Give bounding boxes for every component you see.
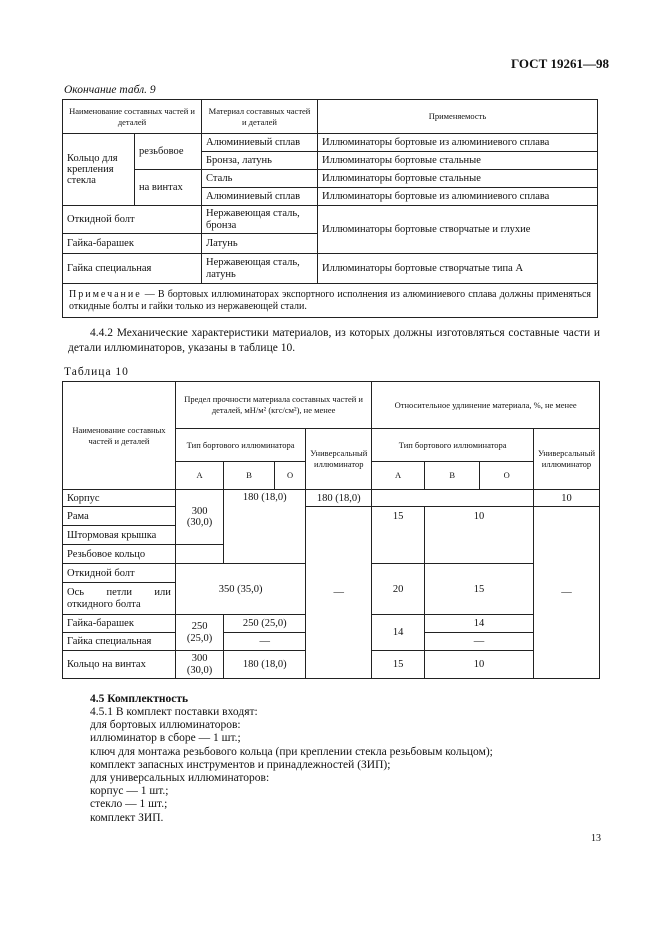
list-item: 4.5.1 В комплект поставки входят:: [90, 706, 258, 718]
t10-row-label: Рама: [63, 507, 176, 526]
equipment-list: [90, 706, 493, 825]
table-cell: 10: [533, 490, 599, 507]
t10-row-label: Резьбовое кольцо: [63, 545, 176, 564]
t9-note: [63, 284, 598, 318]
t9-bolt-name: Откидной болт: [63, 206, 202, 234]
t10-row-label: Кольцо на винтах: [63, 651, 176, 679]
type-o: О: [274, 462, 305, 490]
t10-header-elongation: Относительное удлинение материала, %, не менее: [372, 382, 600, 429]
t10-row-label: Откидной болт: [63, 564, 176, 583]
note-text: — В бортовых иллюминаторах экспортного исполнения из алюминиевого сплава должны применяться откидные болты и гайки только из нержавеющей стали.: [69, 289, 591, 312]
table-cell: 180 (18,0): [224, 651, 306, 679]
list-item: иллюминатор в сборе — 1 шт.;: [90, 732, 241, 745]
table-cell: 20: [372, 564, 425, 615]
t10-row-label: Ось петли или откидного болта: [63, 583, 176, 615]
note-label: Примечание: [69, 289, 142, 300]
t9-threaded: резьбовое: [135, 134, 202, 170]
t9-wingnut-name: Гайка-барашек: [63, 234, 202, 254]
table-cell: 10: [424, 651, 533, 679]
table-9: [62, 99, 598, 318]
list-item: комплект ЗИП.: [90, 811, 164, 824]
table-cell: —: [424, 633, 533, 651]
t9-header-use: Применяемость: [318, 100, 598, 134]
table-cell: 14: [372, 615, 425, 651]
type-b: В: [224, 462, 275, 490]
table-cell: Алюминиевый сплав: [202, 188, 318, 206]
t9-ring-label: Кольцо для крепления стекла: [63, 134, 135, 206]
table-cell: 180 (18,0): [306, 490, 372, 507]
section-heading: 4.5 Комплектность: [90, 693, 189, 705]
table-cell: Бронза, латунь: [202, 152, 318, 170]
table-cell: Иллюминаторы бортовые из алюминиевого сплава: [318, 134, 598, 152]
table-cell: —: [306, 507, 372, 679]
table-cell: 350 (35,0): [175, 564, 305, 615]
table-cell: 15: [372, 507, 425, 564]
list-item: стекло — 1 шт.;: [90, 798, 168, 811]
t9-hinged-use: Иллюминаторы бортовые створчатые и глухие: [318, 206, 598, 254]
document-header: ГОСТ 19261—98: [510, 56, 609, 71]
table-cell: 15: [424, 564, 533, 615]
type-o: О: [480, 462, 534, 490]
t10-row-label: Гайка специальная: [63, 633, 176, 651]
paragraph-4-4-2: 4.4.2 Механические характеристики материалов, из которых должны изготовляться составные части и детали иллюминаторов, указаны в таблице 10.: [68, 327, 600, 354]
t10-header-name: Наименование составных частей и деталей: [63, 382, 176, 490]
t10-header-universal: Универсальный иллюминатор: [306, 429, 372, 490]
table-cell: Иллюминаторы бортовые стальные: [318, 170, 598, 188]
list-item: комплект запасных инструментов и принадлежностей (ЗИП);: [90, 758, 391, 771]
table10-label: Таблица 10: [64, 366, 129, 378]
list-item: для универсальных иллюминаторов:: [90, 772, 270, 785]
t10-row-label: Гайка-барашек: [63, 615, 176, 633]
table-cell: 250 (25,0): [224, 615, 306, 633]
list-item: ключ для монтажа резьбового кольца (при креплении стекла резьбовым кольцом);: [90, 745, 493, 758]
t9-screwed: на винтах: [135, 170, 202, 206]
table-cell-empty: [372, 490, 534, 507]
t9-header-name: Наименование составных частей и деталей: [63, 100, 202, 134]
table-cell: 300 (30,0): [175, 651, 223, 679]
table-cell: 300 (30,0): [175, 490, 223, 545]
t10-row-label: Штормовая крышка: [63, 526, 176, 545]
t9-header-material: Материал составных частей и деталей: [202, 100, 318, 134]
t9-wingnut-material: Латунь: [202, 234, 318, 254]
page-number: 13: [591, 833, 601, 844]
table-cell: —: [224, 633, 306, 651]
t10-header-type-2: Тип бортового иллюминатора: [372, 429, 534, 462]
table-cell: 14: [424, 615, 533, 633]
t10-header-type: Тип бортового иллюминатора: [175, 429, 305, 462]
t10-header-strength: Предел прочности материала составных частей и деталей, мН/м² (кгс/см²), не менее: [175, 382, 371, 429]
table-10: [62, 381, 600, 679]
type-a: А: [372, 462, 425, 490]
table-cell: 180 (18,0): [224, 490, 306, 564]
table-cell: Иллюминаторы бортовые из алюминиевого сплава: [318, 188, 598, 206]
table-cell: —: [533, 507, 599, 679]
t9-special-name: Гайка специальная: [63, 254, 202, 284]
table-cell: 10: [424, 507, 533, 564]
table-cell-empty: [175, 545, 223, 564]
list-item: корпус — 1 шт.;: [90, 785, 169, 798]
table-cell: Алюминиевый сплав: [202, 134, 318, 152]
table9-caption: Окончание табл. 9: [64, 84, 156, 96]
table-cell: Иллюминаторы бортовые стальные: [318, 152, 598, 170]
t10-header-universal-2: Универсальный иллюминатор: [533, 429, 599, 490]
t9-special-material: Нержавеющая сталь, латунь: [202, 254, 318, 284]
table-cell: Сталь: [202, 170, 318, 188]
t10-row-label: Корпус: [63, 490, 176, 507]
t9-bolt-material: Нержавеющая сталь, бронза: [202, 206, 318, 234]
table-cell: 250 (25,0): [175, 615, 223, 651]
list-item: для бортовых иллюминаторов:: [90, 719, 241, 732]
table-cell: 15: [372, 651, 425, 679]
type-a: А: [175, 462, 223, 490]
type-b: В: [424, 462, 479, 490]
t9-special-use: Иллюминаторы бортовые створчатые типа А: [318, 254, 598, 284]
